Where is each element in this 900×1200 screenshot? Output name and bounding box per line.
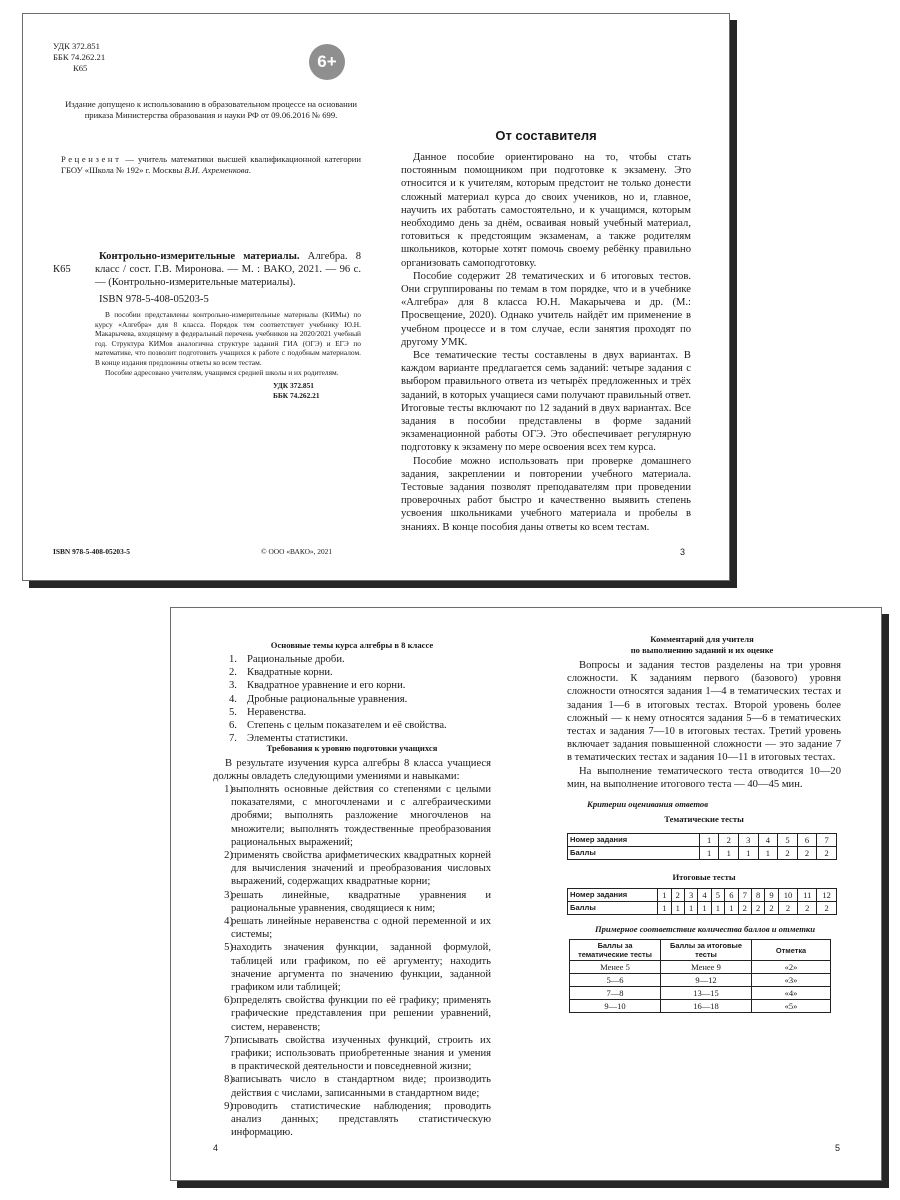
- approval-note: Издание допущено к использованию в образовательном процессе на основании приказа Министерства образования и науки РФ от 09.06.2016 № 699.: [65, 99, 357, 120]
- item-number: 1.: [229, 654, 237, 665]
- item-number: 4): [224, 916, 233, 928]
- grading-title: Примерное соответствие количества баллов и отметки: [594, 924, 816, 934]
- item-text: записывать число в стандартном виде; производить действия с числами, записанными в стандартном виде;: [231, 1074, 491, 1099]
- table-row: [570, 961, 831, 974]
- bbk-line: ББК 74.262.21: [53, 52, 106, 62]
- table-cell: «2»: [752, 961, 831, 974]
- reviewer-label: Рецензент: [61, 154, 122, 164]
- table-cell: 1: [699, 847, 719, 860]
- annotation-paragraph: Пособие адресовано учителям, учащимся средней школы и их родителям.: [105, 367, 339, 377]
- table-row: [568, 902, 837, 915]
- footer-isbn: ISBN 978-5-408-05203-5: [53, 547, 130, 556]
- table-row: [570, 1000, 831, 1013]
- table-row: [568, 834, 837, 847]
- item-number: 1): [224, 784, 233, 795]
- item-text: Элементы статистики.: [247, 733, 348, 745]
- table-cell: 9—10: [570, 1000, 661, 1013]
- table-cell: «4»: [752, 987, 831, 1000]
- table-cell: 1: [698, 902, 711, 915]
- page-number: 3: [680, 547, 686, 557]
- preface-paragraph: Данное пособие ориентировано на то, чтобы стать постоянным помощником при подготовке к экзамену. Это относится и к учителям, которым предстоит не только донести сложный материал курса до своих учеников, но и, главное, научить их работать самостоятельно, и к учащимся, которым необходимо день за днём, осваивая новый учебный материал, готовиться к предстоящим экзаменам, а также родителям школьников, которые хотят помочь своему ребёнку правильно организовать самоподготовку.: [401, 152, 691, 269]
- table-header: Отметка: [752, 940, 831, 961]
- requirements-intro: В результате изучения курса алгебры 8 класса учащиеся должны овладеть следующими умениями и навыками:: [213, 758, 491, 783]
- list-item: [213, 994, 491, 1034]
- bib-title: Контрольно-измерительные материалы.: [99, 251, 300, 262]
- item-text: Квадратное уравнение и его корни.: [247, 680, 406, 692]
- list-item: [213, 915, 491, 941]
- annotation: [95, 310, 361, 377]
- table-cell: 6: [725, 889, 738, 902]
- item-text: Степень с целым показателем и её свойства.: [247, 720, 447, 732]
- item-text: решать линейные неравенства с одной переменной и их системы;: [231, 916, 491, 941]
- table-row: [568, 847, 837, 860]
- item-number: 7.: [229, 733, 237, 745]
- table-row-label: Номер задания: [568, 889, 658, 902]
- item-number: 2): [224, 850, 233, 862]
- table-cell: 1: [739, 847, 759, 860]
- reviewer-text: — учитель математики высшей квалификационной категории ГБОУ «Школа № 192» г. Москвы: [61, 154, 361, 175]
- list-item: [229, 693, 491, 706]
- preface-paragraph: Пособие можно использовать при проверке домашнего задания, закреплении и повторении учебного материала. Тестовые задания позволят преподавателям при проведении проверочных работ быстро и качественно выявить степень усвоения школьниками учебного материала и пробелы в знаниях. В конце пособия даны ответы ко всем тестам.: [401, 455, 691, 533]
- reviewer-end: .: [248, 165, 251, 175]
- table-row: [570, 987, 831, 1000]
- table-cell: «5»: [752, 1000, 831, 1013]
- list-item: [213, 783, 491, 849]
- list-item: [213, 1034, 491, 1074]
- table-header-row: [570, 940, 831, 961]
- table-cell: 2: [798, 902, 817, 915]
- preface-paragraph: Все тематические тесты составлены в двух вариантах. В каждом варианте предлагается семь заданий: четыре задания с выбором правильного ответа из четырёх предложенных и трёх заданий, в которых учащиеся сами получают правильный ответ. Итоговые тесты включают по 12 заданий в двух вариантах. Все задания в пособии представлены в форме заданий экзаменационной работы ОГЭ. Это обеспечивает регулярную подготовку к экзамену по мере освоения всех тем курса.: [401, 350, 691, 454]
- table-cell: 1: [671, 902, 684, 915]
- table-cell: 2: [765, 902, 778, 915]
- item-number: 4.: [229, 693, 237, 705]
- preface-body: [401, 151, 691, 534]
- bib-code: К65: [53, 264, 71, 275]
- item-number: 2.: [229, 667, 237, 679]
- udk-line: УДК 372.851: [53, 41, 100, 51]
- table-row: [570, 974, 831, 987]
- table-cell: 4: [758, 834, 778, 847]
- udk-bottom-line: УДК 372.851: [273, 381, 314, 390]
- bib-isbn: ISBN 978-5-408-05203-5: [99, 294, 209, 305]
- table-cell: 1: [758, 847, 778, 860]
- comment-title: [567, 634, 837, 656]
- table-cell: 1: [719, 847, 739, 860]
- table-cell: 9—12: [661, 974, 752, 987]
- table-cell: 7: [738, 889, 751, 902]
- comment-body: [567, 659, 841, 791]
- item-text: решать линейные, квадратные уравнения и рациональные уравнения, сводящиеся к ним;: [231, 889, 491, 914]
- udk-bottom: [273, 381, 363, 400]
- comment-title-line: по выполнению заданий и их оценке: [630, 645, 774, 655]
- table-row-label: Баллы: [568, 902, 658, 915]
- list-item: [229, 679, 491, 692]
- table-cell: 1: [711, 902, 724, 915]
- list-item: [229, 653, 491, 666]
- bbk-bottom-line: ББК 74.262.21: [273, 390, 320, 400]
- list-item: [213, 1100, 491, 1140]
- preface-title: От составителя: [495, 128, 597, 143]
- final-score-table: [567, 888, 837, 915]
- udk-block: [53, 41, 143, 74]
- bib-details: Алгебра. 8 класс / сост. Г.В. Миронова. — М. : ВАКО, 2021. — 96 с. — (Контрольно-измерительные материалы).: [95, 251, 361, 289]
- table-cell: «3»: [752, 974, 831, 987]
- table-cell: 2: [719, 834, 739, 847]
- final-title: Итоговые тесты: [672, 872, 736, 882]
- thematic-score-table: [567, 833, 837, 860]
- item-text: определять свойства функции по её графику; применять графические представления при решении уравнений, систем, неравенств;: [231, 995, 491, 1033]
- comment-paragraph: На выполнение тематического теста отводится 10—20 мин, на выполнение итогового теста — 40—45 мин.: [567, 765, 841, 790]
- comment-title-line: Комментарий для учителя: [650, 634, 754, 644]
- reviewer-note: [61, 154, 361, 176]
- footer-copyright: © ООО «ВАКО», 2021: [261, 547, 333, 556]
- bibliographic-record: [95, 250, 361, 290]
- item-number: 5): [224, 942, 233, 954]
- thematic-title: Тематические тесты: [664, 814, 744, 824]
- table-cell: Менее 9: [661, 961, 752, 974]
- table-cell: Менее 5: [570, 961, 661, 974]
- criteria-title: Критерии оценивания ответов: [587, 799, 709, 809]
- table-cell: 1: [684, 902, 697, 915]
- table-cell: 7: [817, 834, 837, 847]
- annotation-paragraph: В пособии представлены контрольно-измерительные материалы (КИМы) по курсу «Алгебра» для 8 класса. Порядок тем соответствует учебнику Ю.Н. Макарычева, входящему в федеральный перечень учебников на 2020/2021 учебный год. Структура КИМов аналогична структуре заданий ГИА (ОГЭ) и ЕГЭ по математике, что позволит подготовить учащихся к работе с подобным материалом. В конце издания предложены ответы ко всем тестам.: [95, 310, 361, 367]
- item-text: Рациональные дроби.: [247, 654, 345, 665]
- table-cell: 1: [725, 902, 738, 915]
- age-rating-badge: 6+: [309, 44, 345, 80]
- item-number: 3.: [229, 680, 237, 692]
- table-cell: 2: [778, 847, 798, 860]
- item-text: описывать свойства изученных функций, строить их графики; использовать приобретенные знания и умения в практической деятельности и повседневной жизни;: [231, 1034, 491, 1073]
- table-header: Баллы за итоговые тесты: [661, 940, 752, 961]
- item-number: 3): [224, 889, 233, 901]
- comment-paragraph: Вопросы и задания тестов разделены на три уровня сложности. К заданиям первого (базового) уровня сложности относятся задания 1—4 в тематических тестах и задания 1—6 в итоговых тестах. Второй уровень более сложный — к нему относятся задания 5—6 в тематических тестах и задания 7—10 в итоговых тестах. Третий уровень включает задания повышенной сложности — это задание 7 в тематических тестах и задания 10—11 в итоговых тестах.: [567, 660, 841, 764]
- item-text: применять свойства арифметических квадратных корней для вычисления значений и преобразования числовых выражений, содержащих квадратные корни;: [231, 850, 491, 888]
- list-item: [213, 1073, 491, 1099]
- table-cell: 2: [751, 902, 764, 915]
- table-cell: 4: [698, 889, 711, 902]
- item-text: выполнять основные действия со степенями с целыми показателями, с многочленами и с алгебраическими дробями; выполнять разложение многочленов на множители; выполнять тождественные преобразования рациональных выражений;: [231, 784, 491, 848]
- table-row-label: Баллы: [568, 847, 700, 860]
- table-cell: 5: [711, 889, 724, 902]
- table-header: Баллы за тематические тесты: [570, 940, 661, 961]
- item-number: 6): [224, 995, 233, 1007]
- page-number-left: 4: [213, 1143, 219, 1153]
- item-number: 5.: [229, 706, 237, 718]
- list-item: [229, 666, 491, 679]
- table-cell: 5: [778, 834, 798, 847]
- list-item: [213, 849, 491, 889]
- preface-paragraph: Пособие содержит 28 тематических и 6 итоговых тестов. Они сгруппированы по темам в том порядке, что и в учебнике «Алгебра» для 8 класса Ю.Н. Макарычева и др. (М.: Просвещение, 2020). Однако учитель найдёт им применение в учебном процессе и в том случае, если занятия проходят по другому УМК.: [401, 270, 691, 348]
- requirements-title: Требования к уровню подготовки учащихся: [266, 743, 438, 753]
- table-cell: 2: [817, 902, 837, 915]
- table-cell: 3: [739, 834, 759, 847]
- item-text: Квадратные корни.: [247, 667, 333, 679]
- topics-list: [229, 653, 491, 745]
- spread-pages-2-3: [22, 13, 730, 581]
- table-cell: 8: [751, 889, 764, 902]
- page-number-right: 5: [835, 1143, 841, 1153]
- item-number: 8): [224, 1074, 233, 1086]
- table-cell: 1: [658, 902, 671, 915]
- table-cell: 16—18: [661, 1000, 752, 1013]
- table-row-label: Номер задания: [568, 834, 700, 847]
- table-cell: 10: [778, 889, 798, 902]
- table-row: [568, 889, 837, 902]
- item-number: 9): [224, 1100, 233, 1112]
- table-cell: 2: [738, 902, 751, 915]
- table-cell: 7—8: [570, 987, 661, 1000]
- list-item: [229, 706, 491, 719]
- item-number: 6.: [229, 720, 237, 732]
- table-cell: 2: [778, 902, 798, 915]
- table-cell: 6: [797, 834, 817, 847]
- table-cell: 2: [797, 847, 817, 860]
- requirements-list: [213, 783, 491, 1139]
- spread-pages-4-5: [170, 607, 882, 1181]
- table-cell: 2: [817, 847, 837, 860]
- topics-title: Основные темы курса алгебры в 8 классе: [270, 640, 434, 650]
- item-number: 7): [224, 1034, 233, 1046]
- item-text: находить значения функции, заданной формулой, таблицей или графиком, по её аргументу; находить значение аргумента по значению функции, заданной графиком или таблицей;: [231, 942, 491, 994]
- table-cell: 13—15: [661, 987, 752, 1000]
- item-text: Дробные рациональные уравнения.: [247, 693, 408, 705]
- list-item: [213, 889, 491, 915]
- author-mark: К65: [73, 63, 88, 73]
- table-cell: 12: [817, 889, 837, 902]
- reviewer-name: В.И. Ахременкова: [184, 165, 249, 175]
- list-item: [229, 719, 491, 732]
- list-item: [213, 941, 491, 994]
- table-cell: 3: [684, 889, 697, 902]
- table-cell: 9: [765, 889, 778, 902]
- table-cell: 11: [798, 889, 817, 902]
- table-cell: 1: [658, 889, 671, 902]
- table-cell: 5—6: [570, 974, 661, 987]
- grading-table: [569, 939, 831, 1013]
- item-text: Неравенства.: [247, 706, 307, 718]
- table-cell: 1: [699, 834, 719, 847]
- item-text: проводить статистические наблюдения; проводить анализ данных; представлять статистическую информацию.: [231, 1100, 491, 1139]
- table-cell: 2: [671, 889, 684, 902]
